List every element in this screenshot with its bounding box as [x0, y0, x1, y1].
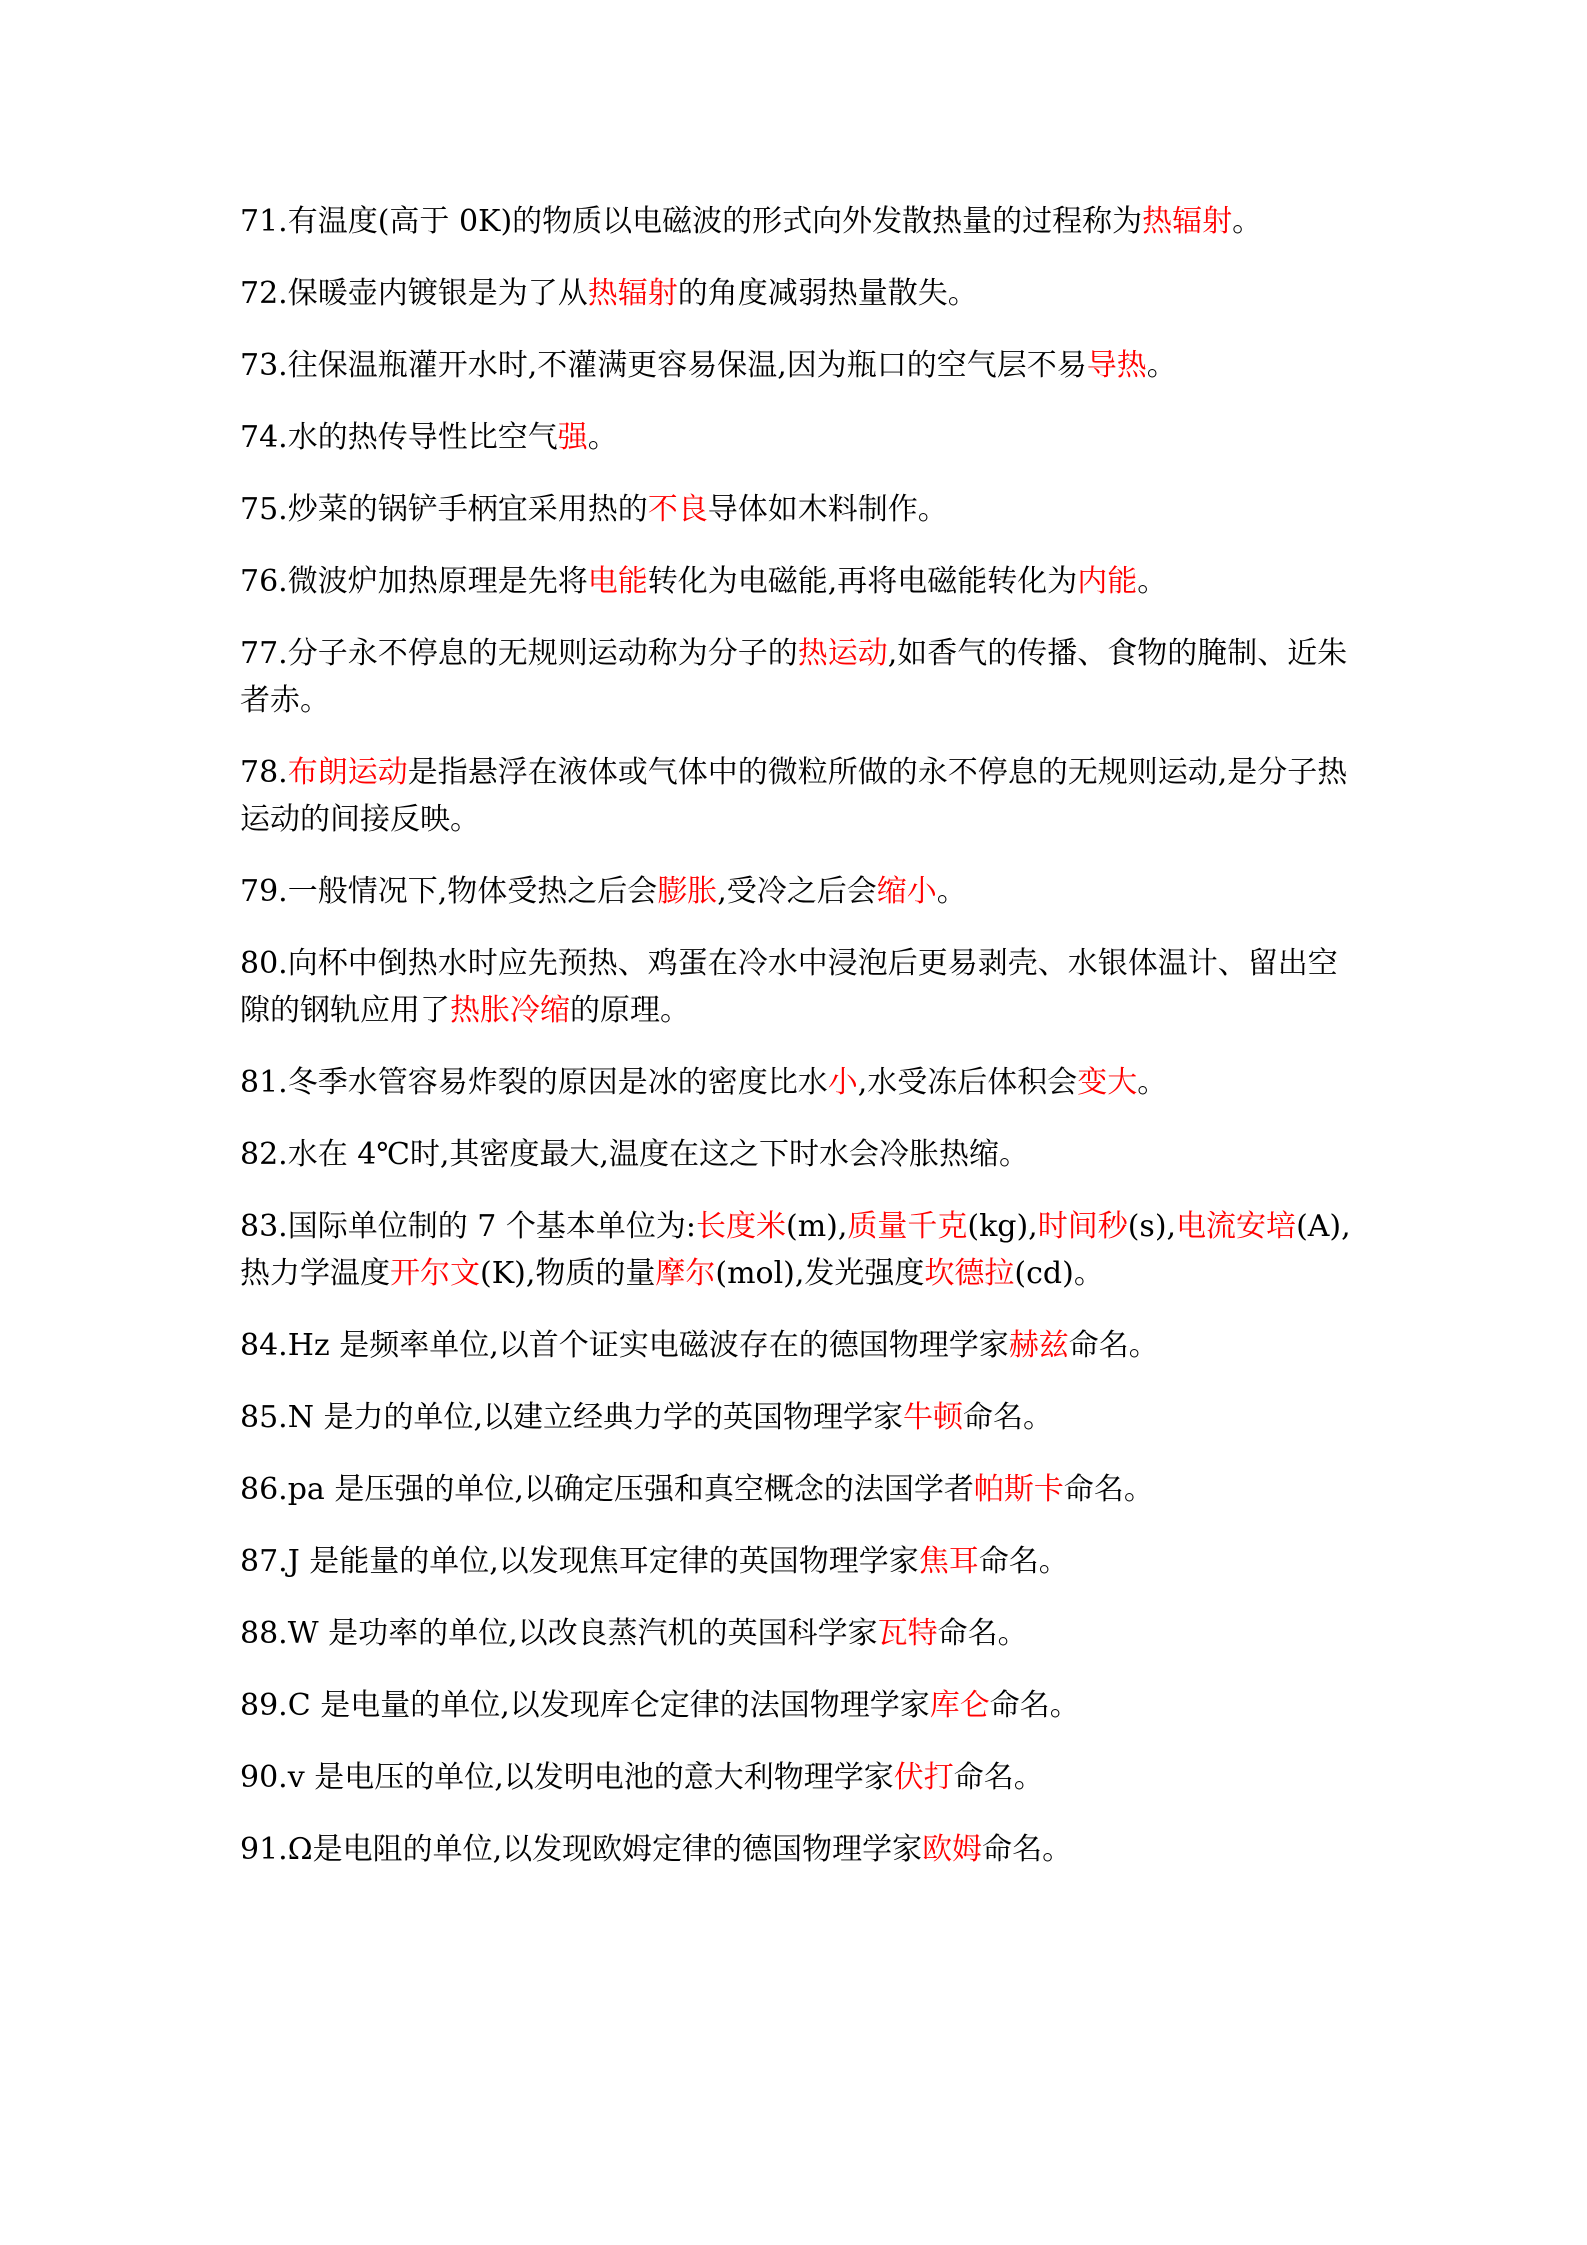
- item-text: 。: [936, 874, 967, 909]
- item-text: ,受冷之后会: [717, 874, 877, 909]
- item-text: 命名。: [937, 1616, 1028, 1651]
- highlighted-answer: 摩尔: [655, 1256, 716, 1291]
- highlighted-answer: 伏打: [893, 1760, 954, 1795]
- highlighted-answer: 小: [827, 1065, 858, 1100]
- item-text: 的原理。: [570, 993, 690, 1028]
- highlighted-answer: 质量千克: [847, 1209, 968, 1244]
- list-item: [240, 868, 1360, 915]
- item-text: (kg),: [967, 1209, 1038, 1244]
- list-item: [240, 1538, 1360, 1585]
- highlighted-answer: 帕斯卡: [973, 1472, 1064, 1507]
- list-item: [240, 342, 1360, 389]
- list-item: [240, 1466, 1360, 1513]
- document-body: [240, 198, 1360, 1898]
- item-text: 78.: [240, 755, 288, 790]
- item-text: (A),热力学温度: [240, 1209, 1351, 1291]
- item-text: 命名。: [982, 1832, 1073, 1867]
- highlighted-answer: 膨胀: [657, 874, 718, 909]
- list-item: [240, 940, 1360, 1034]
- list-item: [240, 1610, 1360, 1657]
- item-text: 72.保暖壶内镀银是为了从: [240, 276, 588, 311]
- list-item: [240, 1203, 1360, 1297]
- item-text: 是指悬浮在液体或气体中的微粒所做的永不停息的无规则运动,是分子热运动的间接反映。: [240, 755, 1348, 837]
- item-text: 82.水在 4℃时,其密度最大,温度在这之下时水会冷胀热缩。: [240, 1137, 1029, 1172]
- list-item: [240, 1394, 1360, 1441]
- highlighted-answer: 电能: [587, 564, 648, 599]
- item-text: 。: [1137, 564, 1168, 599]
- list-item: [240, 558, 1360, 605]
- list-item: [240, 1682, 1360, 1729]
- item-text: 90.v 是电压的单位,以发明电池的意大利物理学家: [240, 1760, 894, 1795]
- list-item: [240, 630, 1360, 724]
- item-text: 83.国际单位制的 7 个基本单位为:: [240, 1209, 696, 1244]
- highlighted-answer: 电流安培: [1176, 1209, 1297, 1244]
- item-text: 77.分子永不停息的无规则运动称为分子的: [240, 636, 798, 671]
- item-text: 91.Ω是电阻的单位,以发现欧姆定律的德国物理学家: [240, 1832, 923, 1867]
- item-text: (mol),发光强度: [715, 1256, 925, 1291]
- item-text: 81.冬季水管容易炸裂的原因是冰的密度比水: [240, 1065, 828, 1100]
- item-text: 89.C 是电量的单位,以发现库仑定律的法国物理学家: [240, 1688, 930, 1723]
- item-text: 转化为电磁能,再将电磁能转化为: [647, 564, 1078, 599]
- item-text: 命名。: [963, 1400, 1054, 1435]
- item-text: ,水受冻后体积会: [857, 1065, 1078, 1100]
- highlighted-answer: 缩小: [876, 874, 937, 909]
- item-text: (cd)。: [1014, 1256, 1104, 1291]
- item-text: 88.W 是功率的单位,以改良蒸汽机的英国科学家: [240, 1616, 878, 1651]
- list-item: [240, 1754, 1360, 1801]
- highlighted-answer: 长度米: [695, 1209, 786, 1244]
- item-text: ,如香气的传播、食物的腌制、近朱者赤。: [240, 636, 1348, 718]
- item-text: (s),: [1127, 1209, 1177, 1244]
- item-text: 74.水的热传导性比空气: [240, 420, 558, 455]
- item-text: 87.J 是能量的单位,以发现焦耳定律的英国物理学家: [240, 1544, 919, 1579]
- item-text: 。: [587, 420, 618, 455]
- item-text: 。: [1232, 204, 1263, 239]
- highlighted-answer: 坎德拉: [924, 1256, 1015, 1291]
- highlighted-answer: 变大: [1077, 1065, 1138, 1100]
- highlighted-answer: 时间秒: [1037, 1209, 1128, 1244]
- item-text: 84.Hz 是频率单位,以首个证实电磁波存在的德国物理学家: [240, 1328, 1009, 1363]
- item-text: 73.往保温瓶灌开水时,不灌满更容易保温,因为瓶口的空气层不易: [240, 348, 1087, 383]
- list-item: [240, 198, 1360, 245]
- item-text: 。: [1137, 1065, 1168, 1100]
- highlighted-answer: 不良: [647, 492, 708, 527]
- highlighted-answer: 开尔文: [390, 1256, 480, 1291]
- item-text: 命名。: [1063, 1472, 1154, 1507]
- highlighted-answer: 热胀冷缩: [450, 993, 570, 1028]
- item-text: 的角度减弱热量散失。: [677, 276, 978, 311]
- highlighted-answer: 布朗运动: [287, 755, 408, 790]
- item-text: (K),物质的量: [480, 1256, 656, 1291]
- list-item: [240, 749, 1360, 843]
- item-text: 86.pa 是压强的单位,以确定压强和真空概念的法国学者: [240, 1472, 974, 1507]
- highlighted-answer: 库仑: [929, 1688, 990, 1723]
- list-item: [240, 414, 1360, 461]
- highlighted-answer: 焦耳: [918, 1544, 979, 1579]
- list-item: [240, 1059, 1360, 1106]
- item-text: 导体如木料制作。: [707, 492, 948, 527]
- highlighted-answer: 内能: [1077, 564, 1138, 599]
- highlighted-answer: 热运动: [797, 636, 888, 671]
- item-text: 71.有温度(高于 0K)的物质以电磁波的形式向外发散热量的过程称为: [240, 204, 1143, 239]
- item-text: 80.向杯中倒热水时应先预热、鸡蛋在冷水中浸泡后更易剥壳、水银体温计、留出空隙的钢轨应用了: [240, 946, 1338, 1028]
- item-text: 命名。: [1068, 1328, 1159, 1363]
- highlighted-answer: 牛顿: [903, 1400, 964, 1435]
- list-item: [240, 270, 1360, 317]
- highlighted-answer: 欧姆: [922, 1832, 983, 1867]
- highlighted-answer: 瓦特: [877, 1616, 938, 1651]
- item-text: 。: [1146, 348, 1177, 383]
- item-text: (m),: [785, 1209, 848, 1244]
- item-text: 命名。: [978, 1544, 1069, 1579]
- highlighted-answer: 强: [557, 420, 588, 455]
- list-item: [240, 1322, 1360, 1369]
- highlighted-answer: 赫兹: [1008, 1328, 1069, 1363]
- item-text: 85.N 是力的单位,以建立经典力学的英国物理学家: [240, 1400, 904, 1435]
- item-text: 命名。: [953, 1760, 1044, 1795]
- list-item: [240, 486, 1360, 533]
- highlighted-answer: 热辐射: [587, 276, 678, 311]
- list-item: [240, 1131, 1360, 1178]
- highlighted-answer: 热辐射: [1142, 204, 1233, 239]
- highlighted-answer: 导热: [1086, 348, 1147, 383]
- item-text: 79.一般情况下,物体受热之后会: [240, 874, 658, 909]
- list-item: [240, 1826, 1360, 1873]
- item-text: 75.炒菜的锅铲手柄宜采用热的: [240, 492, 648, 527]
- item-text: 命名。: [989, 1688, 1080, 1723]
- item-text: 76.微波炉加热原理是先将: [240, 564, 588, 599]
